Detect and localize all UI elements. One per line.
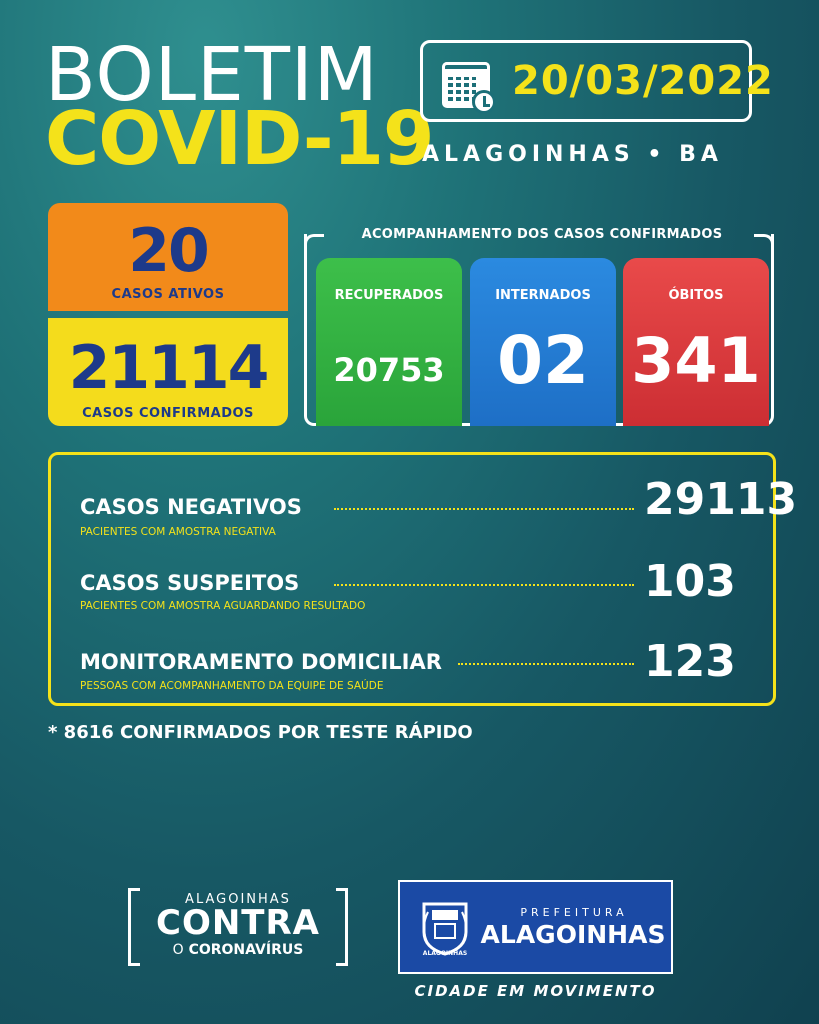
campaign-logo: [128, 888, 348, 966]
recovered-value: 20753: [333, 351, 445, 389]
bulletin-date: 20/03/2022: [512, 58, 774, 104]
negative-cases-leader: [334, 508, 634, 510]
slogan: CIDADE EM MOVIMENTO: [414, 982, 657, 1000]
campaign-top-text: ALAGOINHAS: [185, 892, 291, 907]
campaign-sub-text: CORONAVÍRUS: [188, 942, 304, 958]
active-cases-card: [48, 203, 288, 311]
panel-corner-right: [754, 234, 774, 248]
title-boletim: BOLETIM: [45, 32, 379, 118]
negative-cases-subtitle: PACIENTES COM AMOSTRA NEGATIVA: [80, 526, 276, 538]
home-monitoring-value: 123: [644, 636, 736, 687]
suspected-cases-subtitle: PACIENTES COM AMOSTRA AGUARDANDO RESULTADO: [80, 600, 366, 612]
prefeitura-top-text: PREFEITURA: [520, 906, 628, 919]
campaign-main-text: CONTRA: [156, 903, 320, 943]
tracking-title: ACOMPANHAMENTO DOS CASOS CONFIRMADOS: [361, 227, 723, 242]
rapid-test-note: * 8616 CONFIRMADOS POR TESTE RÁPIDO: [48, 722, 473, 743]
seal-text: ALAGOINHAS: [422, 950, 468, 957]
confirmed-cases-card: [48, 318, 288, 426]
deaths-card: [623, 258, 769, 426]
suspected-cases-leader: [334, 584, 634, 586]
suspected-cases-title: CASOS SUSPEITOS: [80, 571, 300, 595]
active-cases-value: 20: [128, 216, 208, 286]
home-monitoring-subtitle: PESSOAS COM ACOMPANHAMENTO DA EQUIPE DE SAÚDE: [80, 680, 384, 692]
home-monitoring-leader: [458, 663, 634, 665]
recovered-label: RECUPERADOS: [334, 288, 444, 303]
prefeitura-main-text: ALAGOINHAS: [480, 920, 666, 949]
negative-cases-title: CASOS NEGATIVOS: [80, 495, 302, 519]
confirmed-cases-value: 21114: [68, 333, 268, 403]
campaign-sub-prefix: O: [172, 942, 184, 958]
panel-corner-left: [304, 234, 324, 248]
calendar-clock-icon: [442, 62, 490, 108]
city-seal-icon: [418, 898, 472, 958]
title-covid: COVID-19: [45, 96, 434, 182]
prefeitura-logo: [398, 880, 673, 974]
hospitalized-card: [470, 258, 616, 426]
active-cases-label: CASOS ATIVOS: [111, 287, 225, 302]
negative-cases-value: 29113: [644, 474, 798, 525]
suspected-cases-value: 103: [644, 556, 736, 607]
recovered-card: [316, 258, 462, 426]
confirmed-cases-label: CASOS CONFIRMADOS: [82, 406, 254, 421]
deaths-label: ÓBITOS: [668, 288, 724, 303]
home-monitoring-title: MONITORAMENTO DOMICILIAR: [80, 650, 442, 674]
hospitalized-label: INTERNADOS: [495, 288, 591, 303]
deaths-value: 341: [631, 324, 761, 397]
hospitalized-value: 02: [497, 322, 589, 399]
location-label: ALAGOINHAS • BA: [422, 142, 723, 167]
